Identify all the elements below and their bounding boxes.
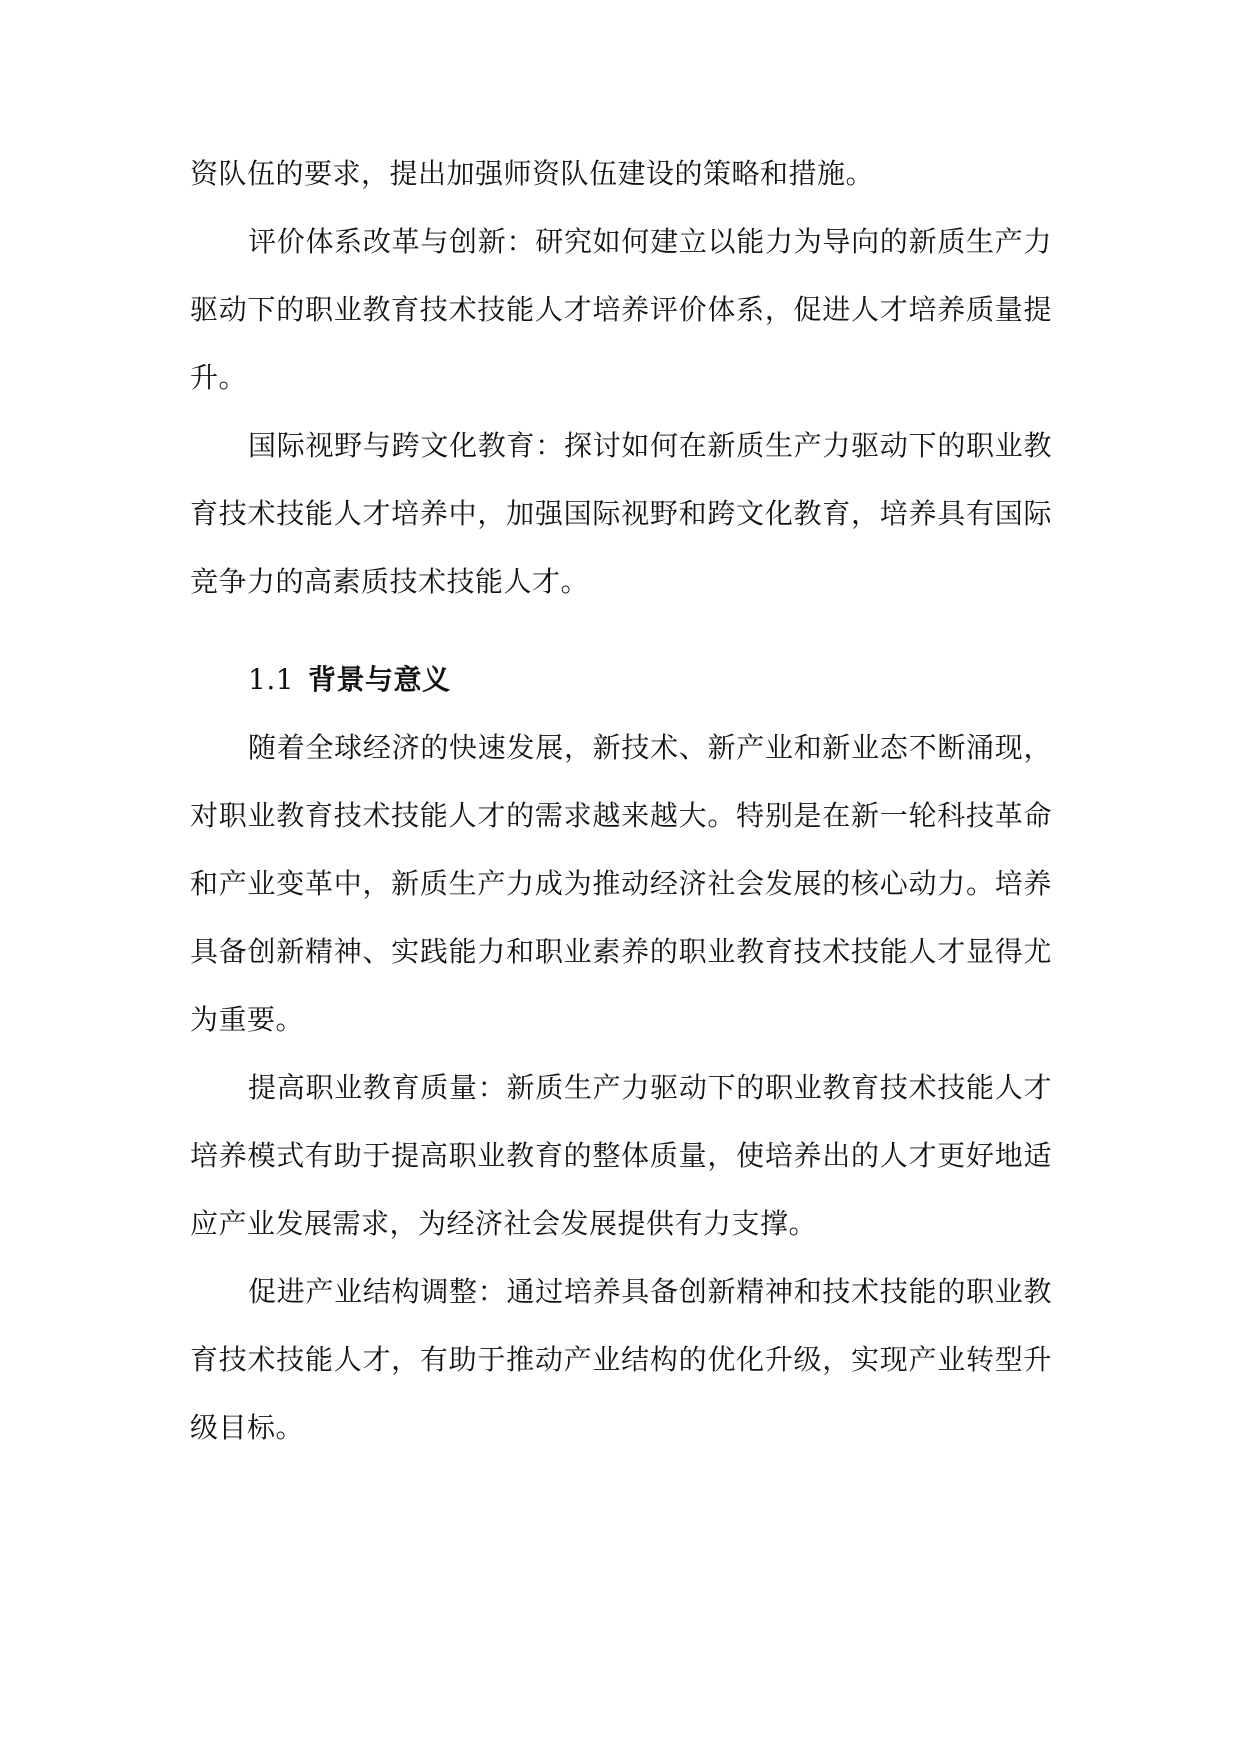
paragraph-industry-structure: 促进产业结构调整：通过培养具备创新精神和技术技能的职业教育技术技能人才，有助于推动产业结构的优化升级，实现产业转型升级目标。 (190, 1275, 1052, 1444)
section-heading (190, 646, 1052, 714)
paragraph-continuation: 资队伍的要求，提出加强师资队伍建设的策略和措施。 (190, 157, 875, 190)
document-page (190, 140, 1052, 1462)
paragraph-quality: 提高职业教育质量：新质生产力驱动下的职业教育技术技能人才培养模式有助于提高职业教育的整体质量，使培养出的人才更好地适应产业发展需求，为经济社会发展提供有力支撑。 (190, 1071, 1052, 1240)
paragraph-evaluation-reform: 评价体系改革与创新：研究如何建立以能力为导向的新质生产力驱动下的职业教育技术技能人才培养评价体系，促进人才培养质量提升。 (190, 225, 1052, 394)
paragraph-background: 随着全球经济的快速发展，新技术、新产业和新业态不断涌现，对职业教育技术技能人才的需求越来越大。特别是在新一轮科技革命和产业变革中，新质生产力成为推动经济社会发展的核心动力。培养具备创新精神、实践能力和职业素养的职业教育技术技能人才显得尤为重要。 (190, 731, 1052, 1036)
section-title: 背景与意义 (308, 663, 451, 696)
section-number: 1.1 (248, 663, 295, 696)
paragraph-international-vision: 国际视野与跨文化教育：探讨如何在新质生产力驱动下的职业教育技术技能人才培养中，加强国际视野和跨文化教育，培养具有国际竞争力的高素质技术技能人才。 (190, 429, 1052, 598)
